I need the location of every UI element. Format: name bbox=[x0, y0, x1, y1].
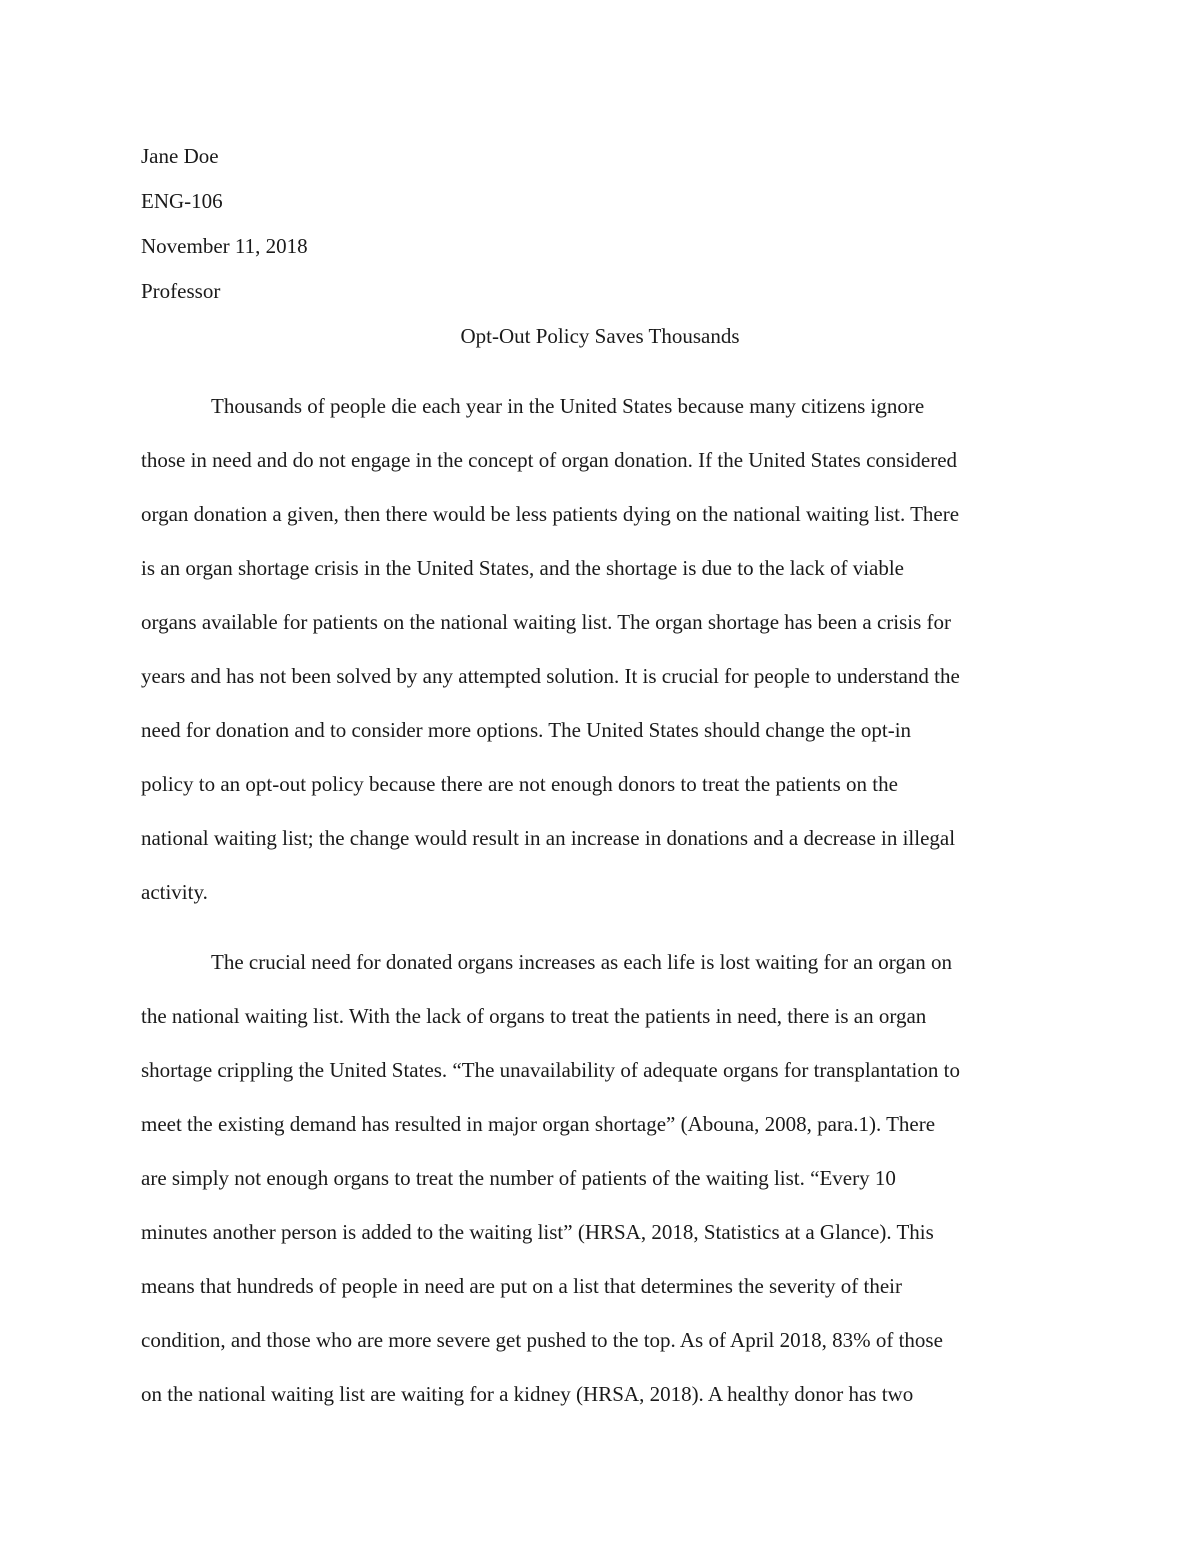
paragraph-line: national waiting list; the change would result in an increase in donations and a decrease in illegal bbox=[141, 826, 956, 850]
paragraph-line: years and has not been solved by any attempted solution. It is crucial for people to understand the bbox=[141, 664, 960, 688]
paragraph-line: meet the existing demand has resulted in major organ shortage” (Abouna, 2008, para.1). There bbox=[141, 1112, 936, 1136]
paragraph-line: means that hundreds of people in need are put on a list that determines the severity of their bbox=[141, 1274, 903, 1298]
professor-name: Professor bbox=[141, 279, 221, 303]
paragraph-line: minutes another person is added to the waiting list” (HRSA, 2018, Statistics at a Glance). This bbox=[141, 1220, 934, 1244]
paragraph-line: policy to an opt-out policy because there are not enough donors to treat the patients on the bbox=[141, 772, 898, 796]
paragraph-line: condition, and those who are more severe get pushed to the top. As of April 2018, 83% of those bbox=[141, 1328, 943, 1352]
paragraph-line: Thousands of people die each year in the United States because many citizens ignore bbox=[211, 394, 925, 418]
paragraph-line: the national waiting list. With the lack of organs to treat the patients in need, there is an organ bbox=[141, 1004, 927, 1028]
paragraph-line: is an organ shortage crisis in the United States, and the shortage is due to the lack of viable bbox=[141, 556, 905, 580]
author-name: Jane Doe bbox=[141, 144, 219, 168]
submission-date: November 11, 2018 bbox=[141, 234, 308, 258]
paragraph-line: on the national waiting list are waiting for a kidney (HRSA, 2018). A healthy donor has two bbox=[141, 1382, 914, 1406]
course-code: ENG-106 bbox=[141, 189, 223, 213]
paragraph-line: The crucial need for donated organs increases as each life is lost waiting for an organ on bbox=[211, 950, 952, 974]
paragraph-line: need for donation and to consider more options. The United States should change the opt-in bbox=[141, 718, 912, 742]
paragraph-line: shortage crippling the United States. “The unavailability of adequate organs for transplantation to bbox=[141, 1058, 960, 1082]
paragraph-line: activity. bbox=[141, 880, 208, 904]
document-title: Opt-Out Policy Saves Thousands bbox=[460, 324, 740, 348]
paragraph-line: those in need and do not engage in the concept of organ donation. If the United States considered bbox=[141, 448, 958, 472]
paragraph-line: organs available for patients on the national waiting list. The organ shortage has been a crisis for bbox=[141, 610, 952, 634]
paragraph-line: organ donation a given, then there would be less patients dying on the national waiting list. There bbox=[141, 502, 960, 526]
paragraph-line: are simply not enough organs to treat the number of patients of the waiting list. “Every 10 bbox=[141, 1166, 896, 1190]
